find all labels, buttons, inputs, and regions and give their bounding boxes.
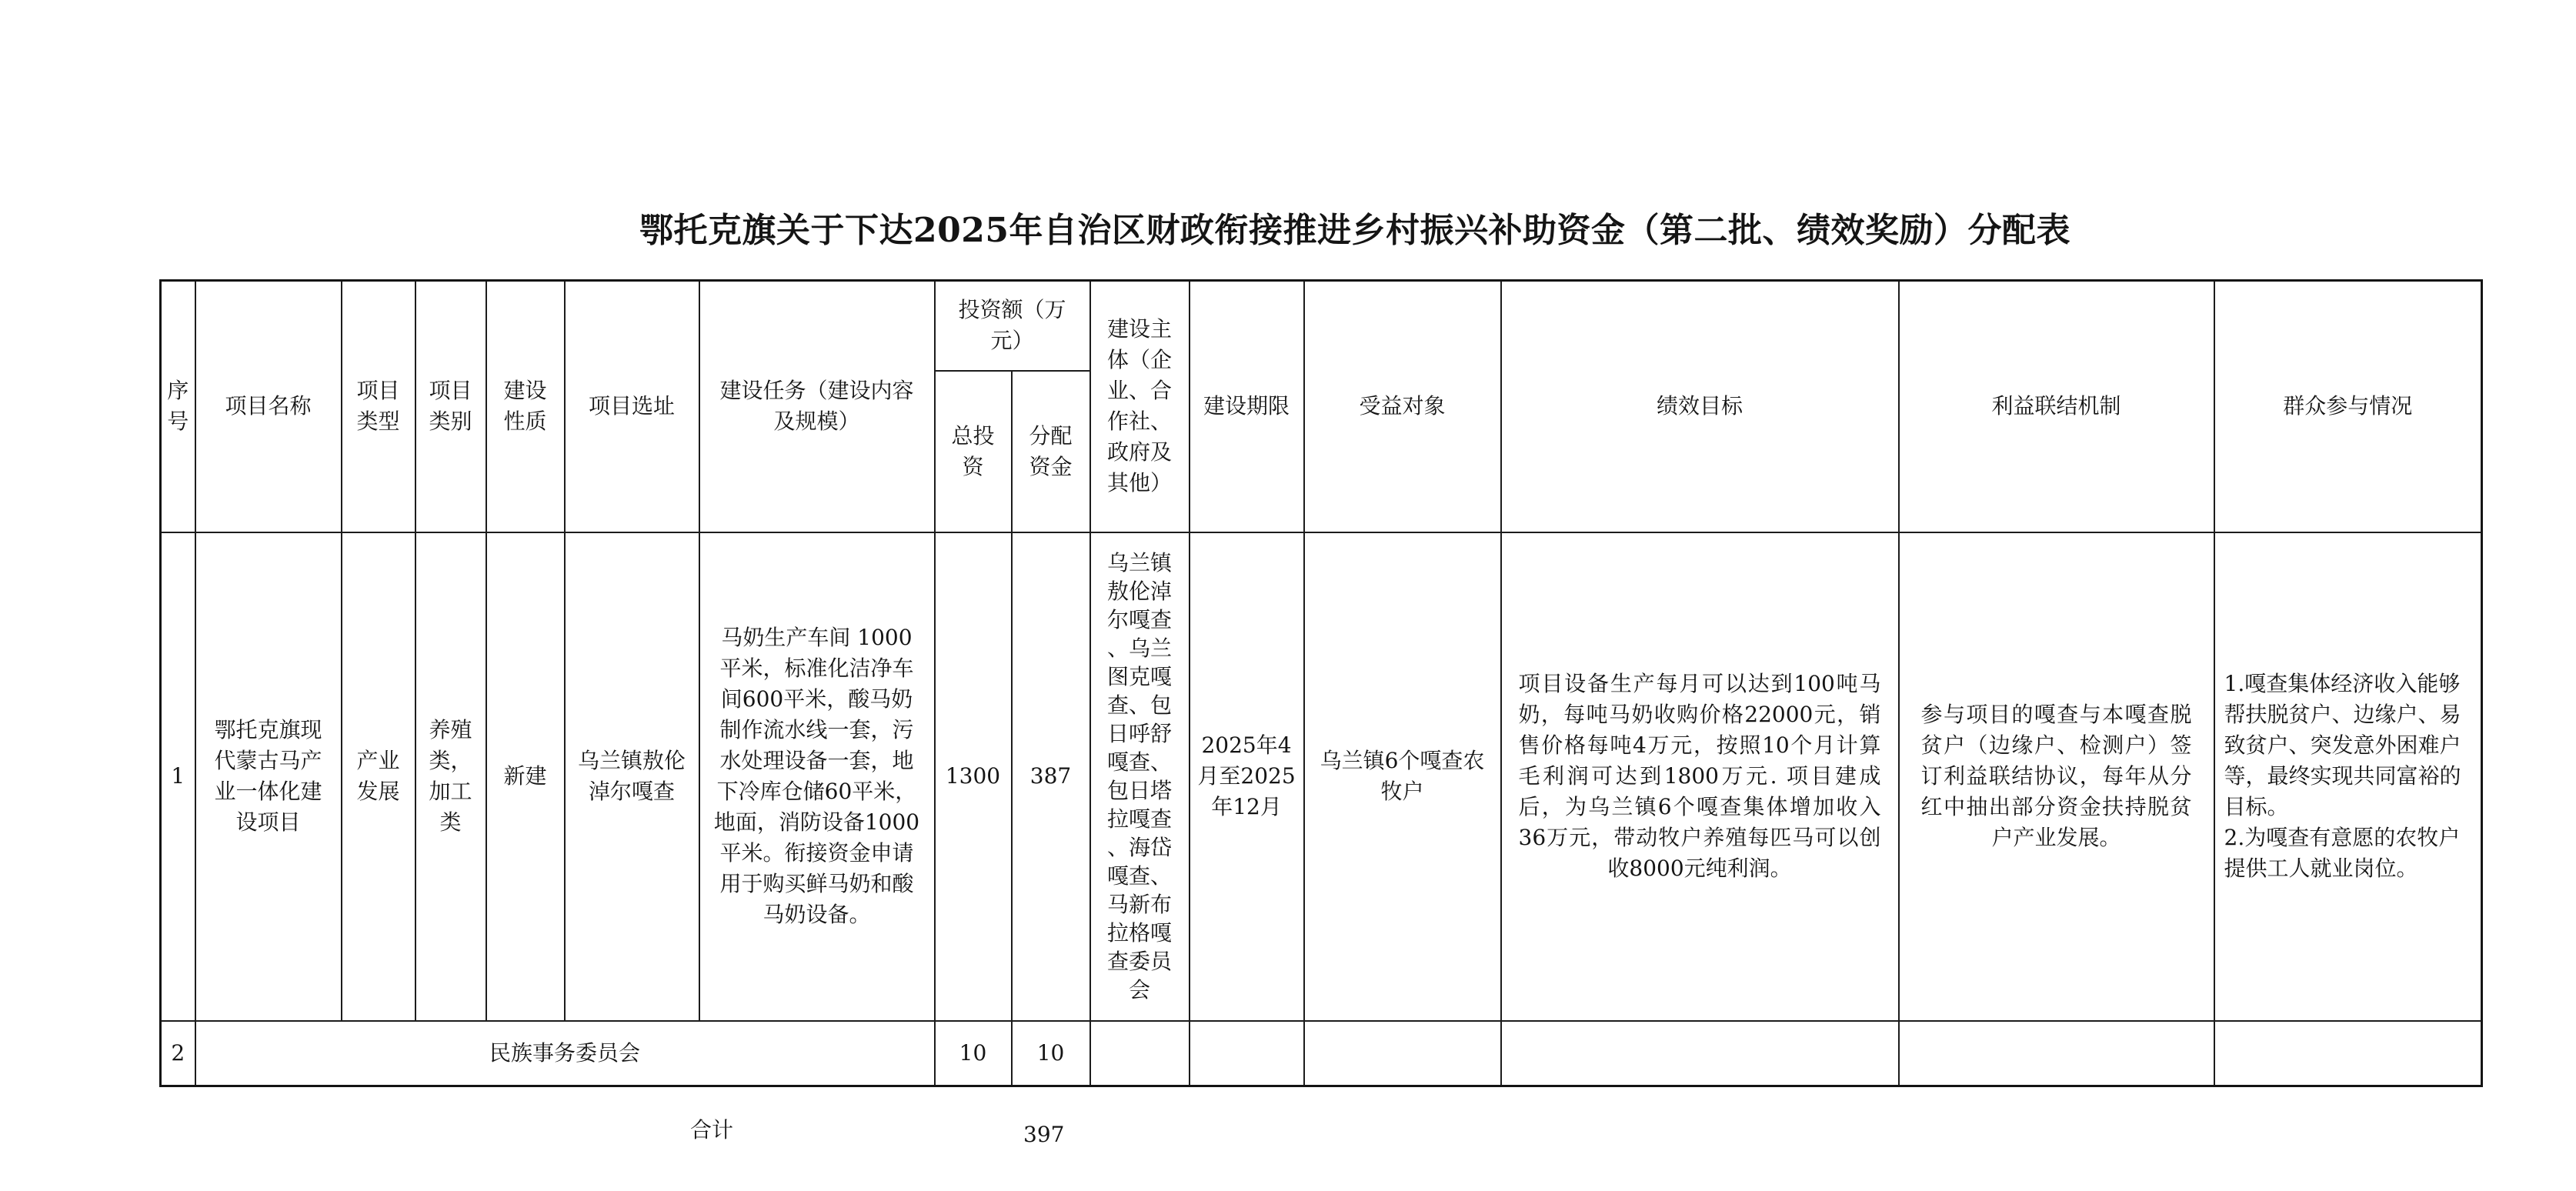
header-public-participation: 群众参与情况: [2214, 281, 2482, 532]
header-construction-entity: 建设主体（企业、合作社、政府及其他）: [1090, 281, 1190, 532]
row-construction-period: 2025年4月至2025年12月: [1190, 532, 1304, 1021]
header-total-investment: 总投资: [935, 371, 1012, 532]
row-total-investment: 10: [935, 1021, 1012, 1086]
row-project-name: 鄂托克旗现代蒙古马产业一体化建设项目: [195, 532, 342, 1021]
row-public-participation: [2214, 532, 2482, 1021]
header-investment: 投资额（万元）: [935, 281, 1090, 371]
total-value: 397: [1023, 1122, 1065, 1147]
header-construction-period: 建设期限: [1190, 281, 1304, 532]
header-construction-nature: 建设性质: [486, 281, 565, 532]
row-department-name: 民族事务委员会: [195, 1021, 935, 1086]
row-beneficiaries: 乌兰镇6个嘎查农牧户: [1304, 532, 1501, 1021]
row-total-investment: 1300: [935, 532, 1012, 1021]
total-label: 合计: [690, 1117, 734, 1143]
row-empty-cell: [1304, 1021, 1501, 1086]
header-beneficiaries: 受益对象: [1304, 281, 1501, 532]
header-benefit-linkage: 利益联结机制: [1899, 281, 2214, 532]
table-header-row: [161, 281, 2482, 371]
row-empty-cell: [1090, 1021, 1190, 1086]
row-construction-task: 马奶生产车间 1000平米，标准化洁净车间600平米，酸马奶制作流水线一套，污水处理设备一套，地下冷库仓储60平米，地面，消防设备1000平米。衔接资金申请用于购买鲜马奶和酸马奶设备。: [699, 532, 935, 1021]
header-construction-task: 建设任务（建设内容及规模）: [699, 281, 935, 532]
row-allocated-funds: 10: [1012, 1021, 1090, 1086]
row-seq: 1: [161, 532, 195, 1021]
row-empty-cell: [1899, 1021, 2214, 1086]
row-construction-entity: 乌兰镇敖伦淖尔嘎查、乌兰图克嘎查、包日呼舒嘎查、包日塔拉嘎查、海岱嘎查、马新布拉格嘎查委员会: [1090, 532, 1190, 1021]
row-allocated-funds: 387: [1012, 532, 1090, 1021]
row-project-site: 乌兰镇敖伦淖尔嘎查: [565, 532, 699, 1021]
header-seq: 序号: [161, 281, 195, 532]
header-project-name: 项目名称: [195, 281, 342, 532]
allocation-table: [159, 279, 2483, 1087]
row-project-type: 产业发展: [342, 532, 415, 1021]
participation-item: 1.嘎查集体经济收入能够帮扶脱贫户、边缘户、易致贫户、突发意外困难户等，最终实现共同富裕的目标。: [2224, 671, 2461, 819]
header-performance-goal: 绩效目标: [1501, 281, 1899, 532]
row-seq: 2: [161, 1021, 195, 1086]
row-empty-cell: [2214, 1021, 2482, 1086]
header-project-site: 项目选址: [565, 281, 699, 532]
row-performance-goal: 项目设备生产每月可以达到100吨马奶，每吨马奶收购价格22000元，销售价格每吨4万元，按照10个月计算毛利润可达到1800万元. 项目建成后，为乌兰镇6个嘎查集体增加收入36万元，带动牧户养殖每匹马可以创收8000元纯利润。: [1501, 532, 1899, 1021]
table-row: [161, 532, 2482, 1021]
page-title: 鄂托克旗关于下达2025年自治区财政衔接推进乡村振兴补助资金（第二批、绩效奖励）分配表: [639, 211, 2070, 250]
row-project-category: 养殖类，加工类: [415, 532, 486, 1021]
row-empty-cell: [1190, 1021, 1304, 1086]
row-benefit-linkage: 参与项目的嘎查与本嘎查脱贫户（边缘户、检测户）签订利益联结协议，每年从分红中抽出部分资金扶持脱贫户产业发展。: [1899, 532, 2214, 1021]
row-empty-cell: [1501, 1021, 1899, 1086]
header-project-category: 项目类别: [415, 281, 486, 532]
table-row: [161, 1021, 2482, 1086]
header-project-type: 项目类型: [342, 281, 415, 532]
participation-item: 2.为嘎查有意愿的农牧户提供工人就业岗位。: [2224, 825, 2461, 881]
header-allocated-funds: 分配资金: [1012, 371, 1090, 532]
row-construction-nature: 新建: [486, 532, 565, 1021]
